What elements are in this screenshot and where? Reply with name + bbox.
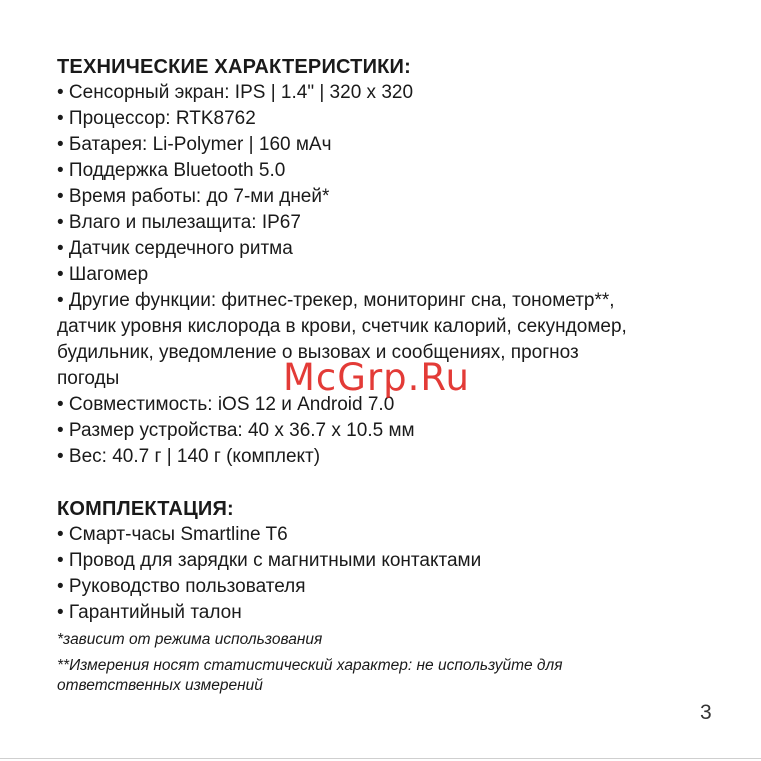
package-item-manual: • Руководство пользователя bbox=[57, 576, 306, 597]
spec-item-functions: • Другие функции: фитнес-трекер, мониторинг сна, тонометр**, bbox=[57, 290, 615, 311]
spec-item-functions-cont-3: погоды bbox=[57, 368, 120, 389]
footnote-measurements: **Измерения носят статистический характер: не используйте для bbox=[57, 657, 563, 674]
bottom-divider bbox=[0, 758, 761, 759]
spec-item-screen: • Сенсорный экран: IPS | 1.4" | 320 x 320 bbox=[57, 82, 414, 103]
spec-item-pedometer: • Шагомер bbox=[57, 264, 149, 285]
spec-item-compatibility: • Совместимость: iOS 12 и Android 7.0 bbox=[57, 394, 395, 415]
watermark: McGrp.Ru bbox=[283, 356, 470, 399]
spec-item-runtime: • Время работы: до 7-ми дней* bbox=[57, 186, 330, 207]
package-item-watch: • Смарт-часы Smartline T6 bbox=[57, 524, 288, 545]
specs-heading: ТЕХНИЧЕСКИЕ ХАРАКТЕРИСТИКИ: bbox=[57, 56, 411, 78]
spec-item-weight: • Вес: 40.7 г | 140 г (комплект) bbox=[57, 446, 321, 467]
package-item-warranty: • Гарантийный талон bbox=[57, 602, 242, 623]
package-item-cable: • Провод для зарядки с магнитными контактами bbox=[57, 550, 482, 571]
spec-item-battery: • Батарея: Li-Polymer | 160 мАч bbox=[57, 134, 332, 155]
spec-item-bluetooth: • Поддержка Bluetooth 5.0 bbox=[57, 160, 286, 181]
spec-item-heart-rate: • Датчик сердечного ритма bbox=[57, 238, 293, 259]
spec-item-functions-cont-2: будильник, уведомление о вызовах и сообщениях, прогноз bbox=[57, 342, 579, 363]
spec-item-functions-cont-1: датчик уровня кислорода в крови, счетчик калорий, секундомер, bbox=[57, 316, 627, 337]
page-number: 3 bbox=[700, 701, 712, 724]
footnote-measurements-cont: ответственных измерений bbox=[57, 677, 263, 694]
section-gap bbox=[57, 470, 717, 496]
spec-item-size: • Размер устройства: 40 х 36.7 х 10.5 мм bbox=[57, 420, 415, 441]
footnote-runtime: *зависит от режима использования bbox=[57, 631, 323, 648]
spec-item-processor: • Процессор: RTK8762 bbox=[57, 108, 256, 129]
package-heading: КОМПЛЕКТАЦИЯ: bbox=[57, 498, 234, 520]
spec-item-protection: • Влаго и пылезащита: IP67 bbox=[57, 212, 301, 233]
